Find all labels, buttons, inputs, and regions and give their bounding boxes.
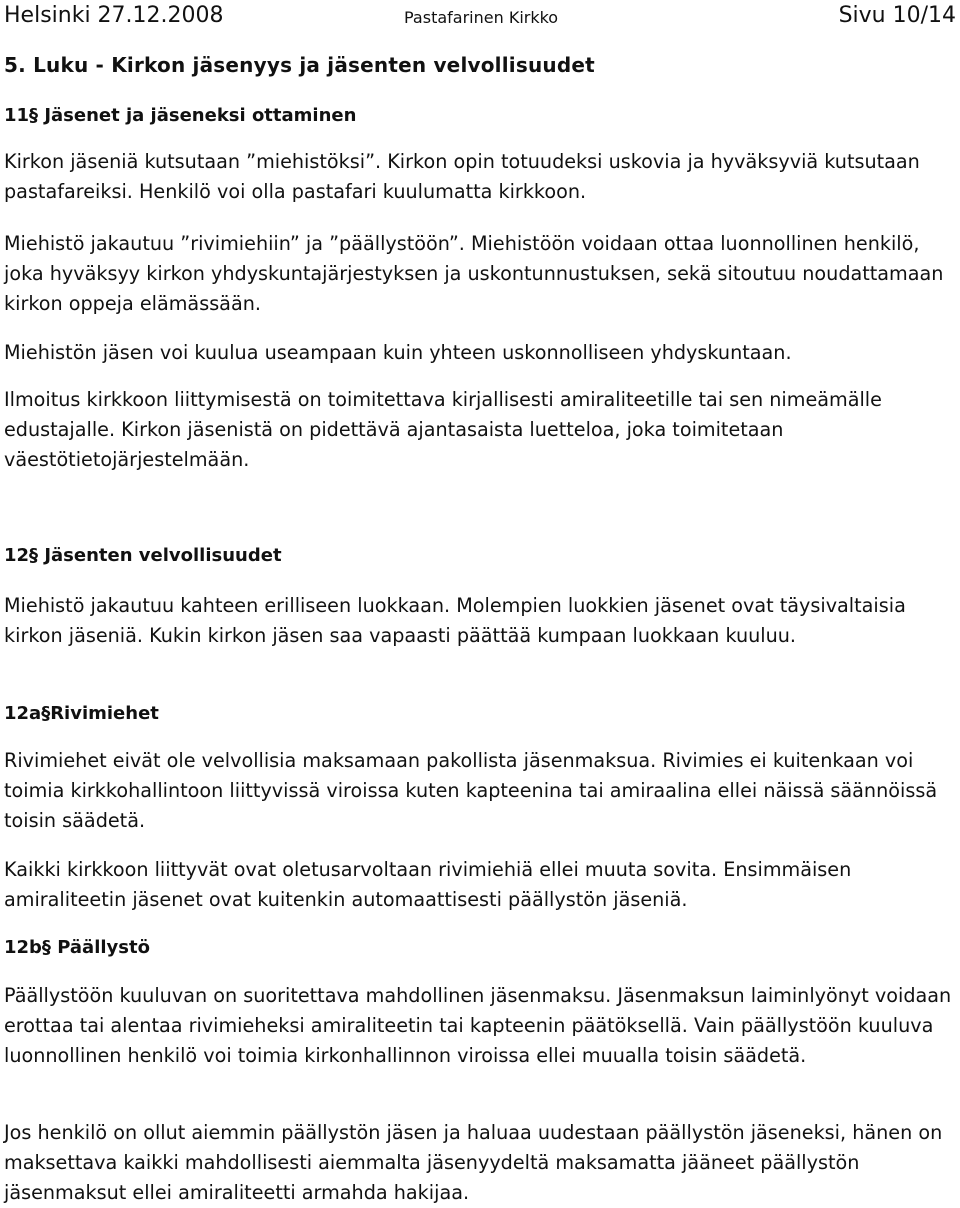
- page-header: [4, 0, 956, 30]
- section-12a-paragraph-1: Rivimiehet eivät ole velvollisia maksamaan pakollista jäsenmaksua. Rivimies ei kuitenkaan voi toimia kirkkohallintoon liittyvissä viroissa kuten kapteenina tai amiraalina ellei näissä säännöissä toisin säädetä.: [4, 749, 938, 832]
- section-12b-paragraph-2: Jos henkilö on ollut aiemmin päällystön jäsen ja haluaa uudestaan päällystön jäseneksi, hänen on maksettava kaikki mahdollisesti aiemmalta jäsenyydeltä maksamatta jääneet päällystön jäsenmaksut ellei amiraliteetti armahda hakijaa.: [4, 1121, 943, 1204]
- section-11-paragraph-4: Ilmoitus kirkkoon liittymisestä on toimitettava kirjallisesti amiraliteetille tai sen nimeämälle edustajalle. Kirkon jäsenistä on pidettävä ajantasaista luetteloa, joka toimitetaan väestötietojärjestelmään.: [4, 388, 882, 471]
- section-11-paragraph-3: Miehistön jäsen voi kuulua useampaan kuin yhteen uskonnolliseen yhdyskuntaan.: [4, 341, 792, 364]
- header-place-date: Helsinki 27.12.2008: [4, 3, 224, 28]
- chapter-title: 5. Luku - Kirkon jäsenyys ja jäsenten velvollisuudet: [4, 53, 595, 77]
- header-page-number: Sivu 10/14: [838, 3, 956, 28]
- header-organization: Pastafarinen Kirkko: [404, 8, 559, 27]
- section-12a-paragraph-2: Kaikki kirkkoon liittyvät ovat oletusarvoltaan rivimiehiä ellei muuta sovita. Ensimmäisen amiraliteetin jäsenet ovat kuitenkin automaattisesti päällystön jäseniä.: [4, 858, 852, 911]
- section-11-title: 11§ Jäsenet ja jäseneksi ottaminen: [4, 105, 357, 126]
- section-11-paragraph-1: Kirkon jäseniä kutsutaan ”miehistöksi”. Kirkon opin totuudeksi uskovia ja hyväksyviä kutsutaan pastafareiksi. Henkilö voi olla pastafari kuulumatta kirkkoon.: [4, 150, 920, 203]
- section-12a-title: 12a§Rivimiehet: [4, 703, 159, 724]
- section-12-paragraph-1: Miehistö jakautuu kahteen erilliseen luokkaan. Molempien luokkien jäsenet ovat täysivaltaisia kirkon jäseniä. Kukin kirkon jäsen saa vapaasti päättää kumpaan luokkaan kuuluu.: [4, 594, 906, 647]
- section-12b-title: 12b§ Päällystö: [4, 937, 150, 958]
- section-12-title: 12§ Jäsenten velvollisuudet: [4, 545, 282, 566]
- section-11-paragraph-2: Miehistö jakautuu ”rivimiehiin” ja ”päällystöön”. Miehistöön voidaan ottaa luonnollinen henkilö, joka hyväksyy kirkon yhdyskuntajärjestyksen ja uskontunnustuksen, sekä sitoutuu noudattamaan kirkon oppeja elämässään.: [4, 232, 944, 315]
- section-12b-paragraph-1: Päällystöön kuuluvan on suoritettava mahdollinen jäsenmaksu. Jäsenmaksun laiminlyönyt voidaan erottaa tai alentaa rivimieheksi amiraliteetin tai kapteenin päätöksellä. Vain päällystöön kuuluva luonnollinen henkilö voi toimia kirkonhallinnon viroissa ellei muualla toisin säädetä.: [4, 984, 952, 1067]
